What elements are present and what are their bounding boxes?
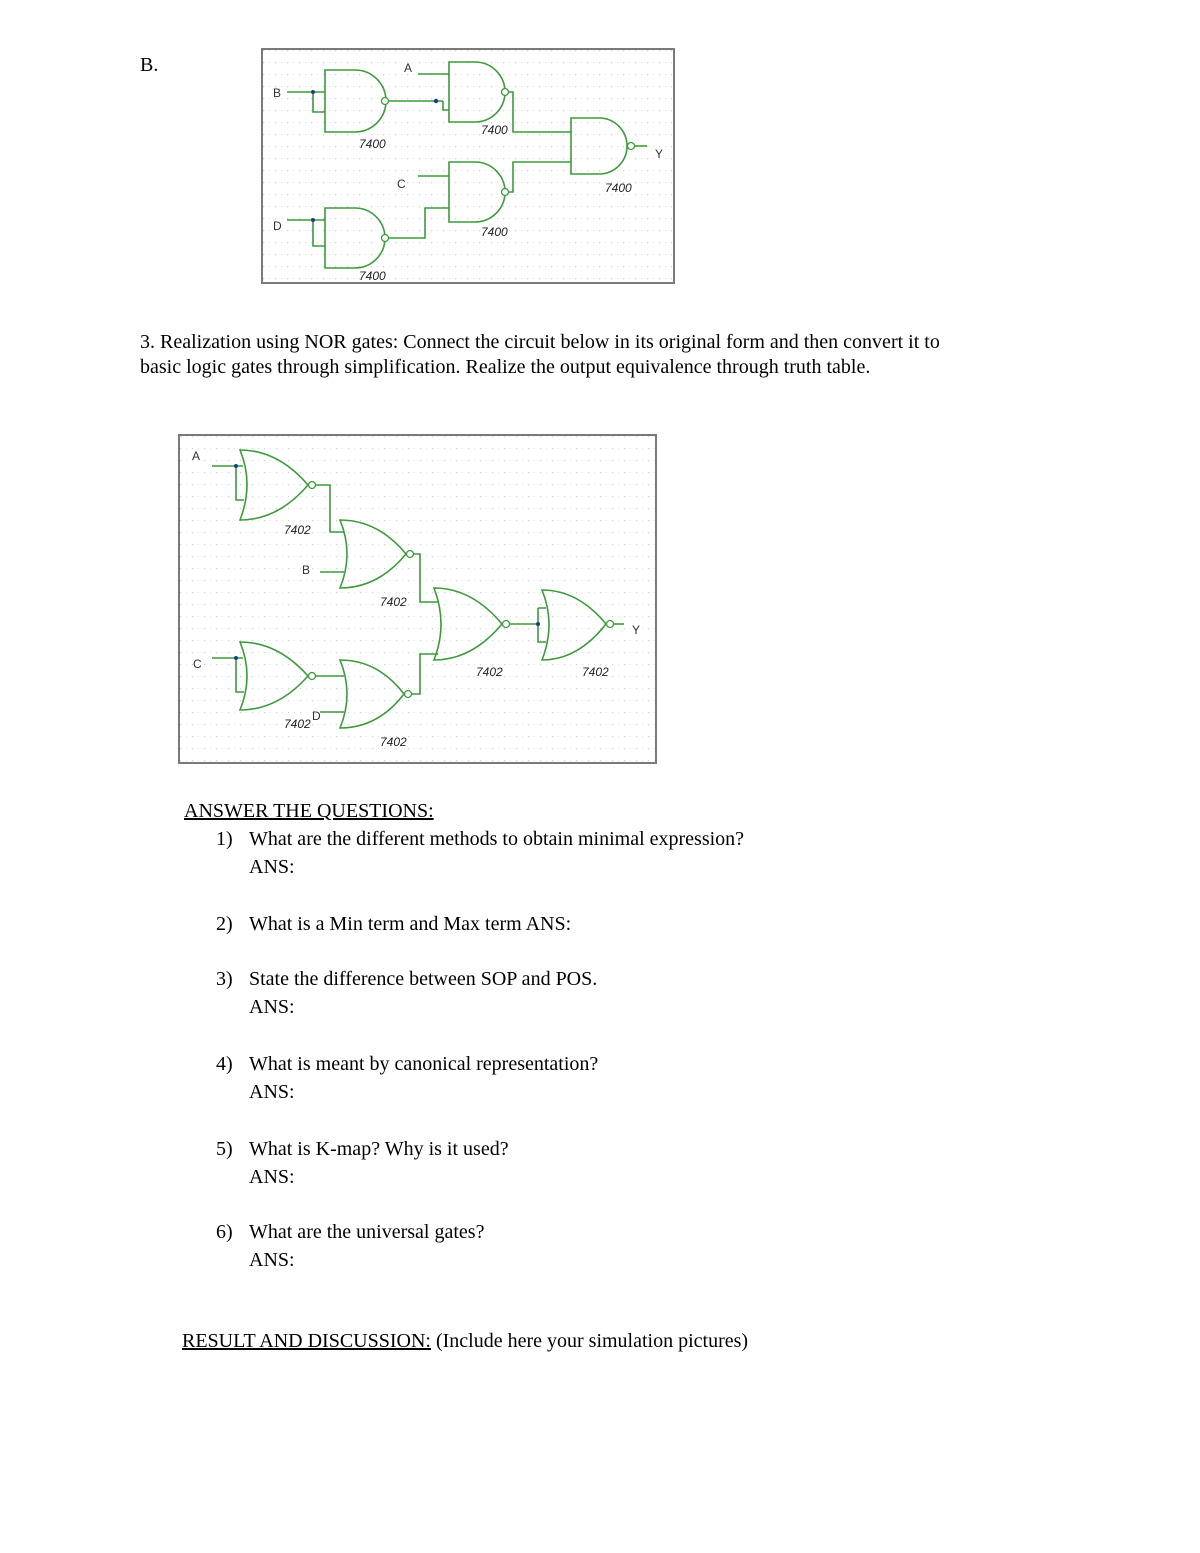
question-6-answer: ANS: <box>249 1249 295 1271</box>
question-4-number: 4) <box>216 1053 233 1075</box>
question-3-answer: ANS: <box>249 996 295 1018</box>
question-1-answer: ANS: <box>249 856 295 878</box>
nor-input-b: B <box>302 563 311 577</box>
chip-label: 7400 <box>481 225 508 239</box>
chip-label: 7402 <box>284 523 311 537</box>
chip-label: 7400 <box>481 123 508 137</box>
nor-input-a: A <box>192 449 201 463</box>
chip-label: 7402 <box>476 665 503 679</box>
chip-label: 7400 <box>605 181 632 195</box>
chip-label: 7400 <box>359 269 386 282</box>
nand-input-c: C <box>397 177 406 191</box>
question-5-text: What is K-map? Why is it used? <box>249 1138 509 1160</box>
chip-label: 7400 <box>359 137 386 151</box>
question-2-text: What is a Min term and Max term ANS: <box>249 913 572 935</box>
nand-input-a: A <box>404 61 413 75</box>
questions-heading: ANSWER THE QUESTIONS: <box>184 800 434 822</box>
question-3-text: State the difference between SOP and POS. <box>249 968 598 990</box>
question-5-number: 5) <box>216 1138 233 1160</box>
chip-label: 7402 <box>582 665 609 679</box>
section-label-b: B. <box>140 54 159 76</box>
question-1-number: 1) <box>216 828 233 850</box>
question-5-answer: ANS: <box>249 1166 295 1188</box>
nor-input-c: C <box>193 657 202 671</box>
chip-label: 7402 <box>380 595 407 609</box>
nand-circuit-diagram <box>263 50 673 282</box>
nor-circuit-figure <box>178 434 657 764</box>
question-6-text: What are the universal gates? <box>249 1221 485 1243</box>
nor-input-d: D <box>312 709 321 723</box>
question-1-text: What are the different methods to obtain minimal expression? <box>249 828 745 850</box>
chip-label: 7402 <box>380 735 407 749</box>
nand-input-d: D <box>273 219 282 233</box>
nand-output-y: Y <box>655 147 664 161</box>
nand-circuit-figure <box>261 48 675 284</box>
result-heading: RESULT AND DISCUSSION: <box>182 1330 431 1352</box>
nor-output-y: Y <box>632 623 641 637</box>
section-3-line-1: 3. Realization using NOR gates: Connect the circuit below in its original form and then convert it to <box>140 331 940 353</box>
section-3-line-2: basic logic gates through simplification. Realize the output equivalence through truth table. <box>140 356 871 378</box>
chip-label: 7402 <box>284 717 311 731</box>
question-2-number: 2) <box>216 913 233 935</box>
nor-circuit-diagram <box>180 436 655 762</box>
question-4-text: What is meant by canonical representation? <box>249 1053 599 1075</box>
question-6-number: 6) <box>216 1221 233 1243</box>
question-3-number: 3) <box>216 968 233 990</box>
question-4-answer: ANS: <box>249 1081 295 1103</box>
result-section <box>182 1328 748 1354</box>
result-note: (Include here your simulation pictures) <box>430 1330 749 1352</box>
nand-input-b: B <box>273 86 282 100</box>
